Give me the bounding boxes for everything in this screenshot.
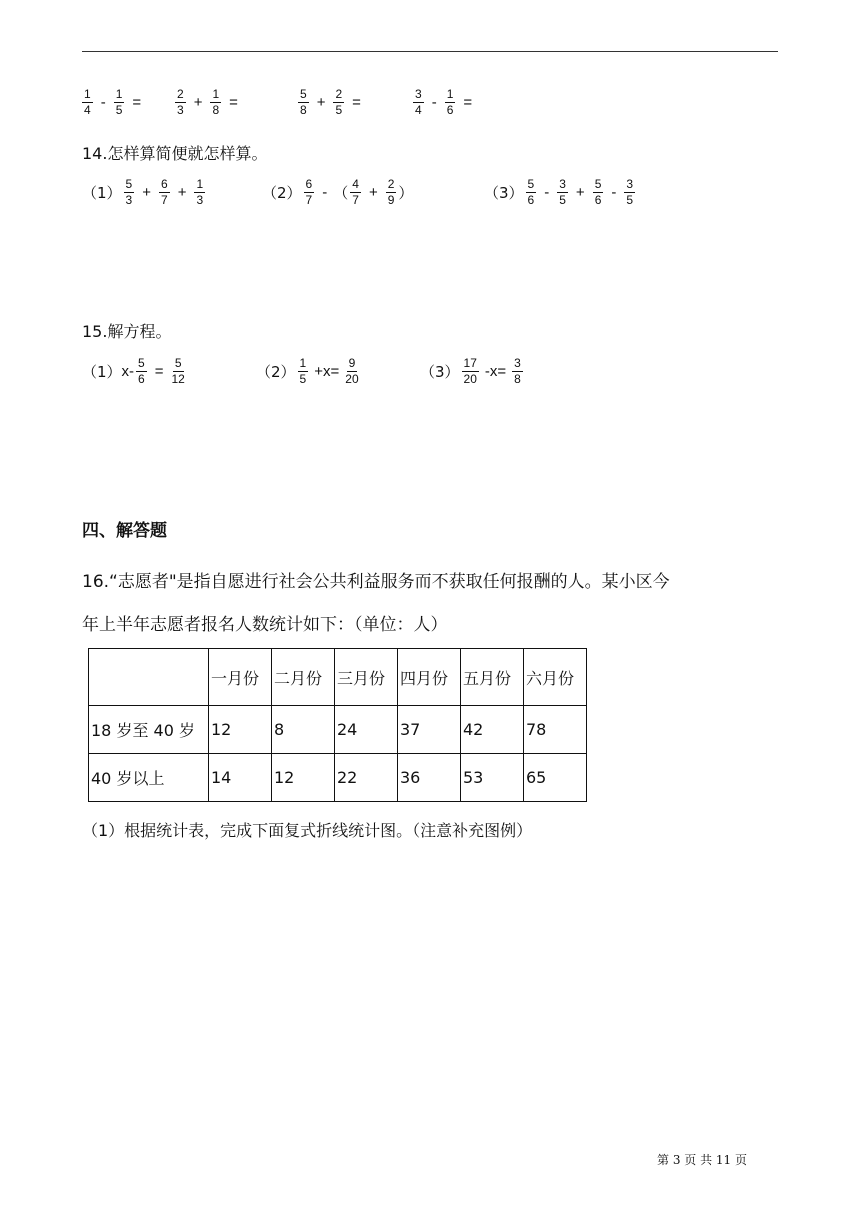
q14-part-1: （1） $\frac{5}{3}$ + $\frac{6}{7}$ + $\frac{1}{3}$ — [82, 177, 204, 207]
table-row — [89, 754, 587, 802]
table-header-cell: 五月份 — [461, 649, 524, 706]
table-cell: 37 — [398, 706, 461, 754]
fraction: $\frac{5}{6}$ — [527, 177, 535, 207]
table-corner-cell — [89, 649, 209, 706]
fraction: $\frac{2}{3}$ — [177, 87, 184, 117]
fraction: $\frac{1}{4}$ — [84, 87, 91, 117]
fraction: $\frac{3}{8}$ — [514, 356, 521, 386]
table-header-cell: 一月份 — [209, 649, 272, 706]
table-cell: 22 — [335, 754, 398, 802]
fraction: $\frac{2}{9}$ — [387, 177, 395, 207]
table-header-cell: 二月份 — [272, 649, 335, 706]
table-row — [89, 706, 587, 754]
fraction: $\frac{2}{5}$ — [335, 87, 343, 117]
table-header-cell: 四月份 — [398, 649, 461, 706]
q15-part-1: （1） x- $\frac{5}{6}$ = $\frac{5}{12}$ — [82, 356, 185, 386]
row-label: 18 岁至 40 岁 — [89, 706, 209, 754]
fraction: $\frac{3}{5}$ — [559, 177, 566, 207]
fraction: $\frac{1}{5}$ — [115, 87, 123, 117]
fraction: $\frac{4}{7}$ — [352, 177, 359, 207]
table-cell: 12 — [209, 706, 272, 754]
table-header-cell: 六月份 — [524, 649, 587, 706]
table-cell: 12 — [272, 754, 335, 802]
q16-line-1: 16.“志愿者"是指自愿进行社会公共利益服务而不获取任何报酬的人。某小区今 — [82, 572, 670, 592]
fraction: $\frac{6}{7}$ — [305, 177, 313, 207]
fraction: $\frac{3}{5}$ — [626, 177, 634, 207]
fraction: $\frac{5}{8}$ — [300, 87, 307, 117]
q14-part-2: （2） $\frac{6}{7}$ - （ $\frac{4}{7}$ + $\frac{2}{9}$ ） — [262, 177, 414, 207]
page-footer: 第 3 页 共 11 页 — [657, 1153, 747, 1167]
fraction: $\frac{1}{5}$ — [299, 356, 307, 386]
fraction: $\frac{5}{3}$ — [125, 177, 133, 207]
table-cell: 78 — [524, 706, 587, 754]
table-cell: 53 — [461, 754, 524, 802]
q16-line-2: 年上半年志愿者报名人数统计如下：（单位：人） — [82, 615, 448, 635]
q15-part-2: （2） $\frac{1}{5}$ +x= $\frac{9}{20}$ — [256, 356, 359, 386]
table-header-row — [89, 649, 587, 706]
header-rule — [82, 51, 778, 52]
fraction: $\frac{5}{6}$ — [138, 356, 145, 386]
q16-sub-question-1: （1）根据统计表，完成下面复式折线统计图。（注意补充图例） — [82, 821, 533, 840]
q15-part-3: （3） $\frac{17}{20}$ -x= $\frac{3}{8}$ — [420, 356, 521, 386]
fraction-problem-1: $\frac{1}{4}$ - $\frac{1}{5}$ = — [84, 87, 142, 117]
fraction: $\frac{9}{20}$ — [345, 356, 359, 386]
table-cell: 36 — [398, 754, 461, 802]
fraction: $\frac{1}{6}$ — [446, 87, 454, 117]
fraction: $\frac{17}{20}$ — [463, 356, 477, 386]
table-cell: 42 — [461, 706, 524, 754]
fraction: $\frac{3}{4}$ — [415, 87, 422, 117]
fraction-problem-2: $\frac{2}{3}$ + $\frac{1}{8}$ = — [177, 87, 238, 117]
fraction-problem-3: $\frac{5}{8}$ + $\frac{2}{5}$ = — [300, 87, 361, 117]
section-heading: 四、解答题 — [82, 521, 167, 541]
statistics-table — [88, 648, 587, 802]
q14-part-3: （3） $\frac{5}{6}$ - $\frac{3}{5}$ + $\frac{5}{6}$ - $\frac{3}{5}$ — [484, 177, 634, 207]
table-header-cell: 三月份 — [335, 649, 398, 706]
table-cell: 14 — [209, 754, 272, 802]
fraction-problem-4: $\frac{3}{4}$ - $\frac{1}{6}$ = — [415, 87, 473, 117]
fraction: $\frac{5}{6}$ — [594, 177, 602, 207]
fraction: $\frac{1}{8}$ — [212, 87, 220, 117]
table-cell: 65 — [524, 754, 587, 802]
row-label: 40 岁以上 — [89, 754, 209, 802]
table-cell: 8 — [272, 706, 335, 754]
fraction: $\frac{6}{7}$ — [161, 177, 168, 207]
table-cell: 24 — [335, 706, 398, 754]
fraction: $\frac{1}{3}$ — [196, 177, 204, 207]
fraction: $\frac{5}{12}$ — [171, 356, 185, 386]
q15-title: 15.解方程。 — [82, 322, 172, 341]
q14-title: 14.怎样算简便就怎样算。 — [82, 144, 268, 163]
